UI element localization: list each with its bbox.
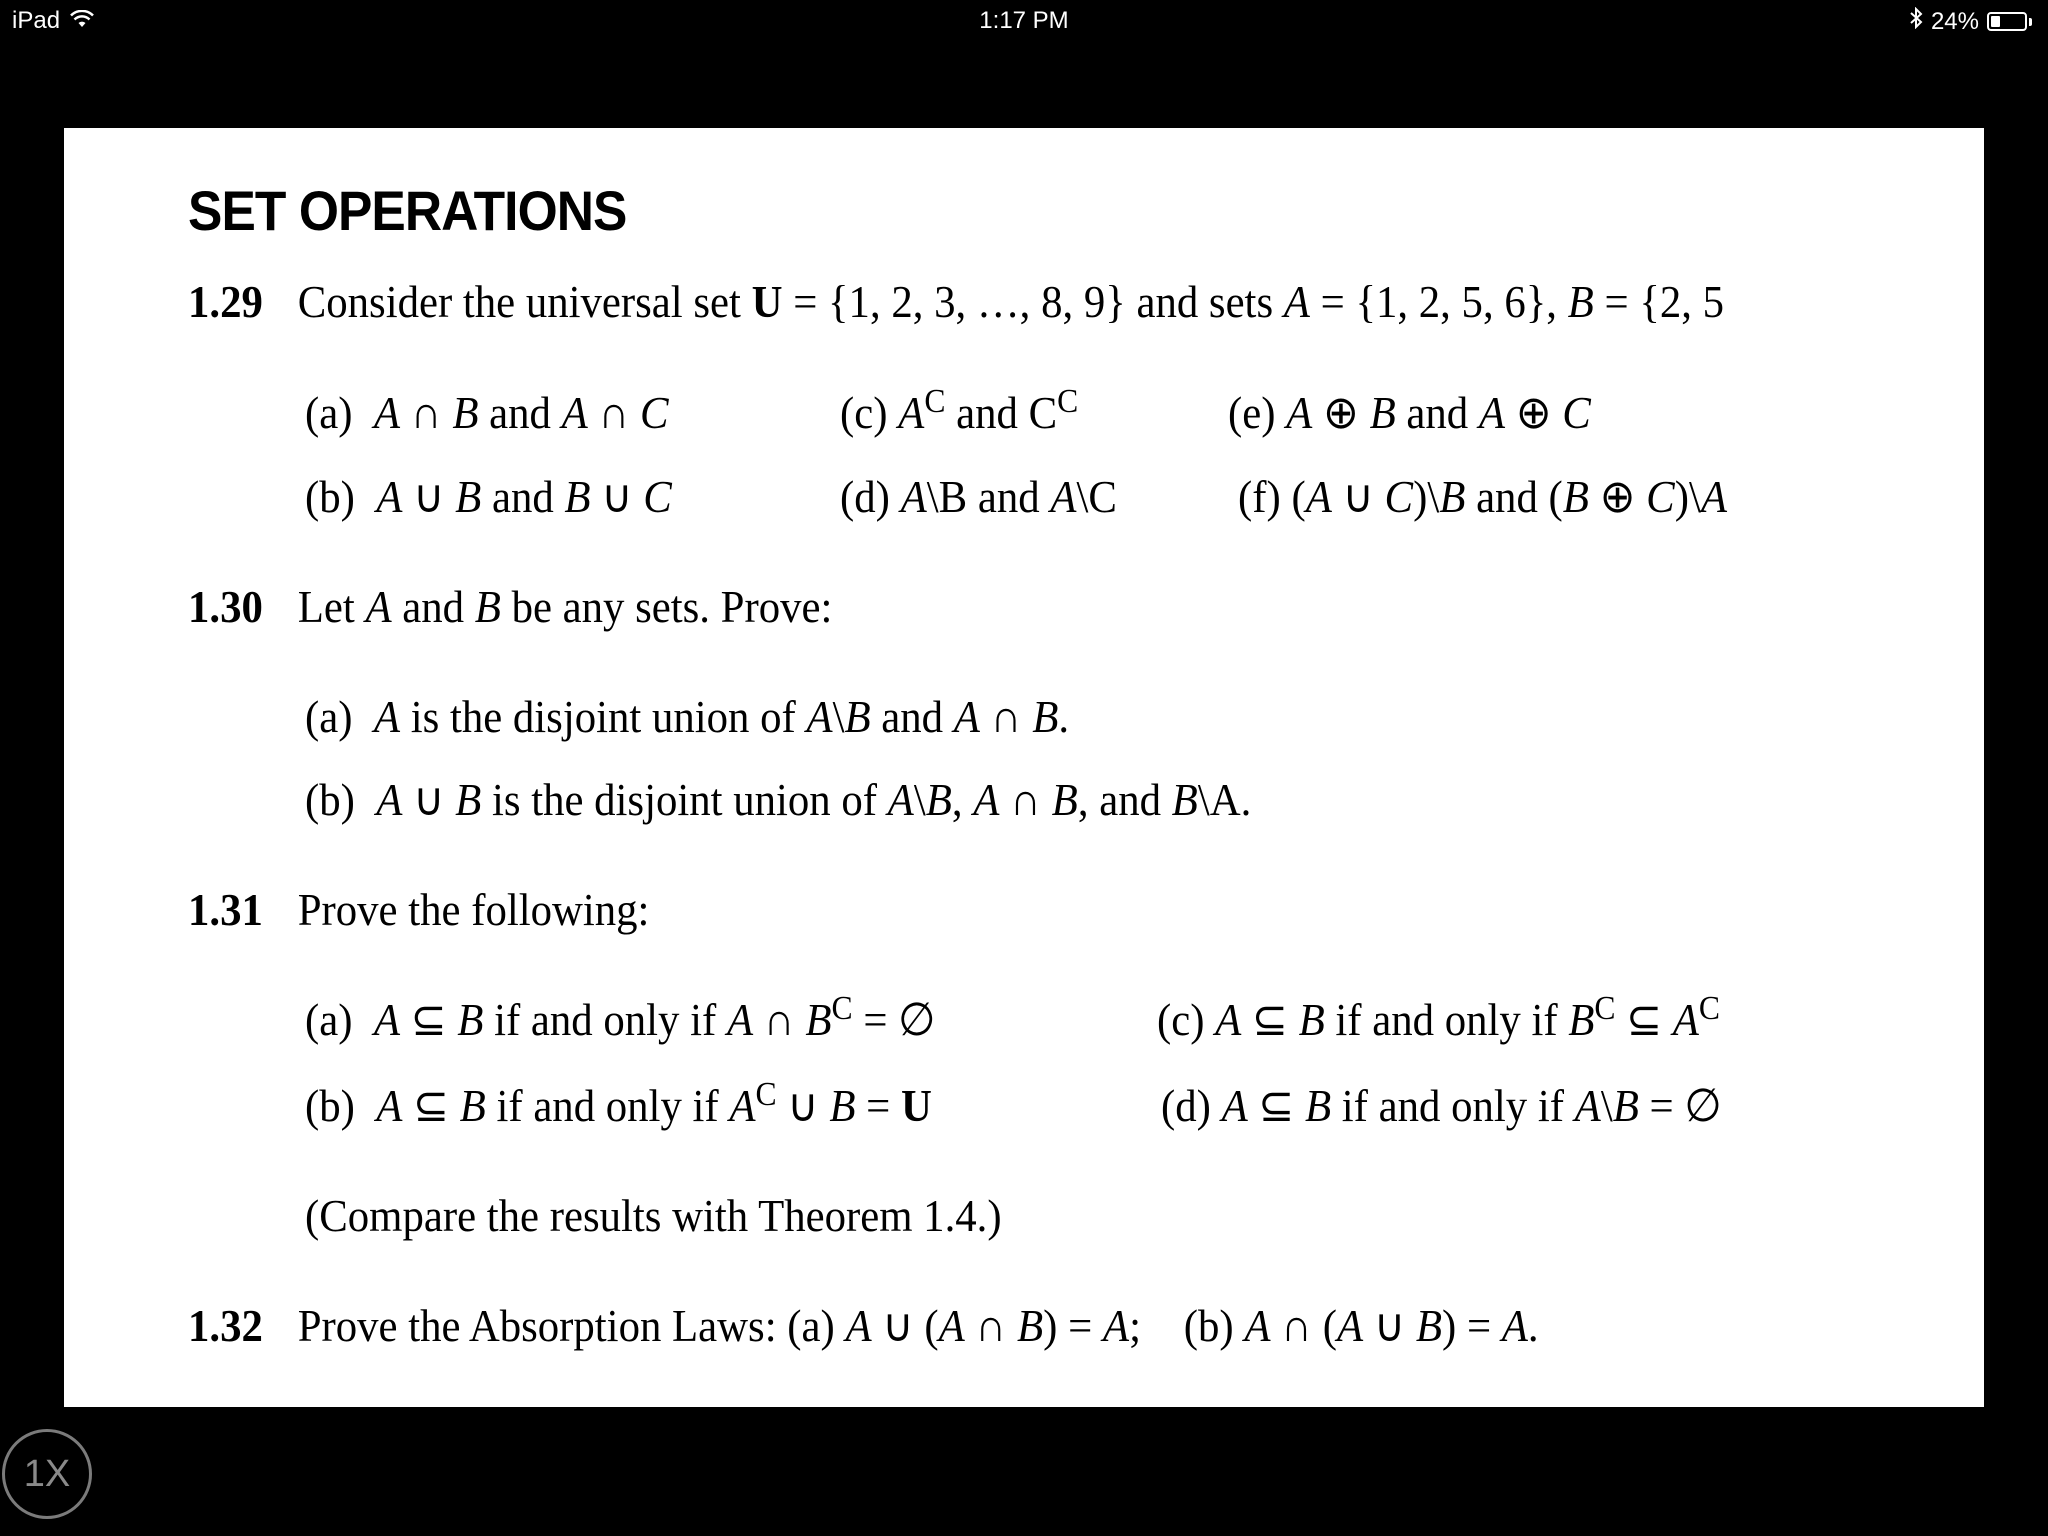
problem-1-29-item-c: (c) $A^C$ and $C^C$ [840,383,1079,438]
problem-1-31: 1.31 Prove the following: [188,882,649,938]
problem-1-31-item-c: (c) A ⊆ B if and only if $B^C$ ⊆ $A^C$ [1157,990,1720,1045]
battery-percent: 24% [1930,7,1979,35]
section-title: SET OPERATIONS [188,179,627,242]
problem-1-29-item-f: (f) (A ∪ C)\B and (B ⊕ C)\A [1238,471,1727,522]
problem-1-29-item-b: (b) A ∪ B and B ∪ C [305,471,672,522]
problem-number: 1.31 [188,884,263,935]
problem-number: 1.30 [188,581,263,632]
problem-1-31-item-b: (b) A ⊆ B if and only if $A^C$ ∪ B = U [305,1076,932,1131]
battery-tip [2029,18,2032,26]
problem-1-30-item-b: (b) A ∪ B is the disjoint union of A\B, A ∩ B, and B\A. [305,774,1252,825]
problem-number: 1.32 [188,1300,263,1351]
bluetooth-icon [1909,7,1923,36]
problem-1-30: 1.30 Let A and B be any sets. Prove: [188,579,832,635]
clock: 1:17 PM [979,7,1069,34]
device-name: iPad [12,7,61,34]
problem-1-29-item-e: (e) A ⊕ B and A ⊕ C [1228,387,1591,438]
problem-1-31-note: (Compare the results with Theorem 1.4.) [305,1190,1002,1241]
document-page[interactable] [64,128,1984,1407]
status-bar [0,0,2048,42]
problem-1-30-item-a: (a) A is the disjoint union of A\B and A ∩ B. [305,691,1070,742]
problem-1-32: 1.32 Prove the Absorption Laws: (a) A ∪ (A ∩ B) = A; (b) A ∩ (A ∪ B) = A. [188,1298,1539,1354]
problem-1-31-item-d: (d) A ⊆ B if and only if A\B = ∅ [1161,1080,1722,1131]
problem-1-29-item-d: (d) A\B and A\C [840,471,1117,522]
problem-1-29: 1.29 Consider the universal set U = {1, 2, 3, …, 8, 9} and sets A = {1, 2, 5, 6}, B = {2, 5 [188,274,1724,330]
problem-number: 1.29 [188,276,263,327]
problem-1-31-item-a: (a) A ⊆ B if and only if A ∩ $B^C$ = ∅ [305,990,936,1045]
problem-1-29-item-a: (a) A ∩ B and A ∩ C [305,387,669,438]
zoom-level-button[interactable]: 1X [2,1429,92,1519]
battery-icon [1987,12,2027,31]
